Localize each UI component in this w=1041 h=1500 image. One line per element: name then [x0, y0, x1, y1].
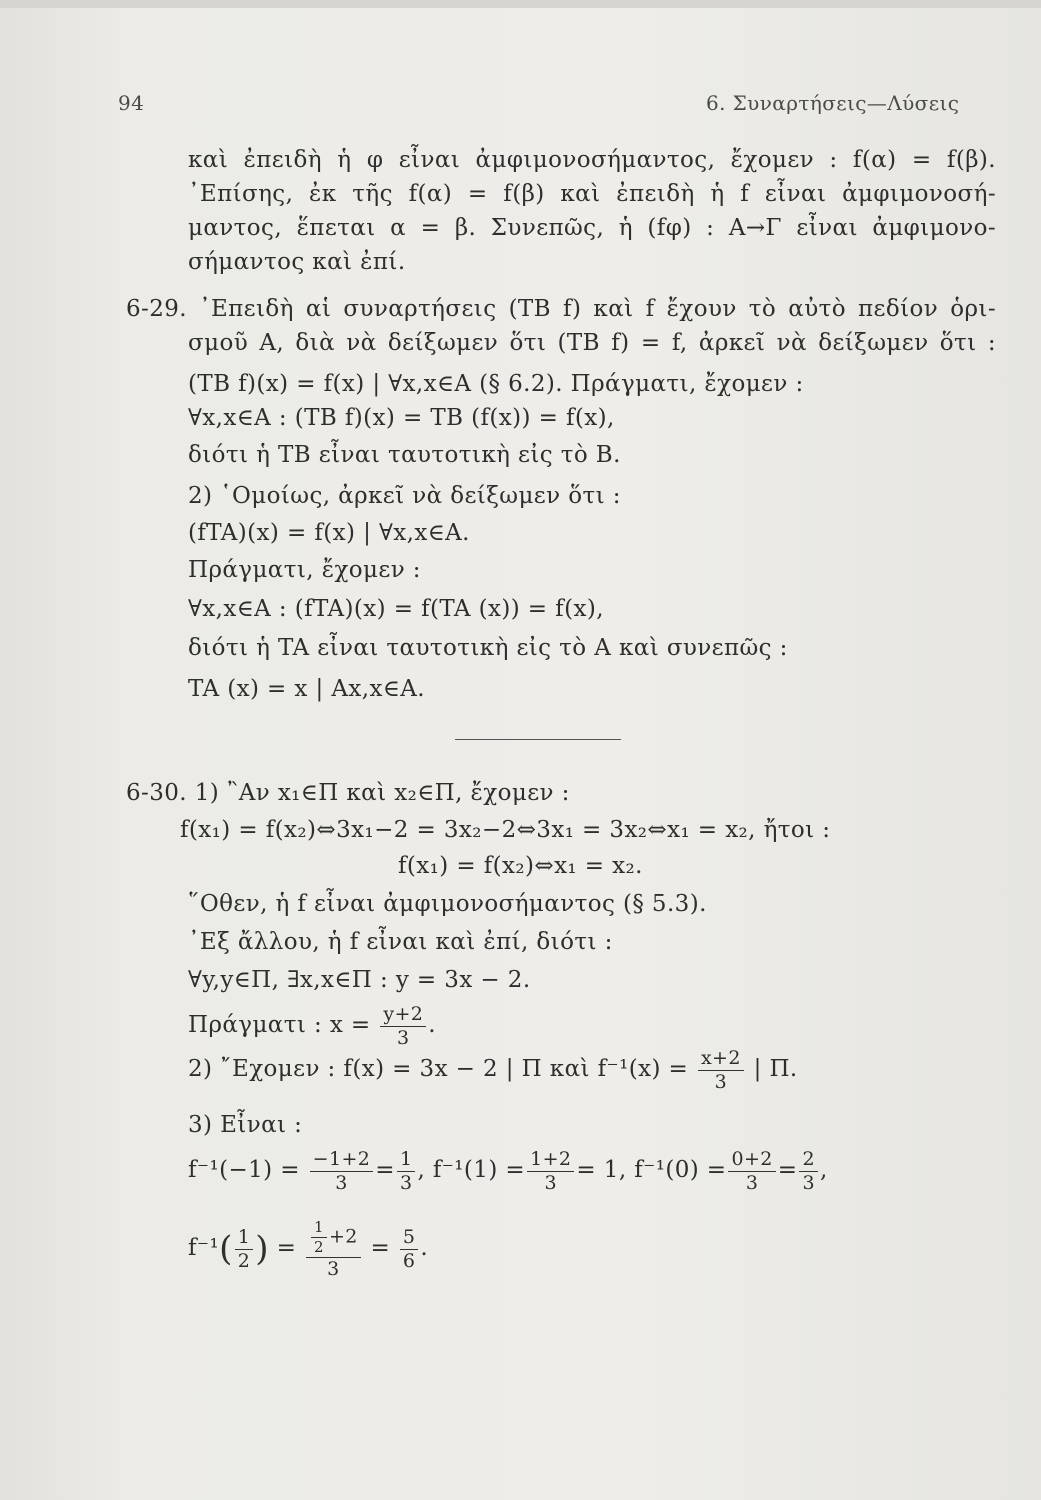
- denominator: 3: [714, 1070, 728, 1093]
- fraction: [400, 1225, 419, 1272]
- exercise-6-29-line: 6-29. ᾿Επειδὴ αἱ συναρτήσεις (TB f) καὶ f ἔχουν τὸ αὐτὸ πεδίον ὁρι-: [126, 296, 996, 322]
- formula-text: Πράγματι : x =: [188, 1012, 371, 1038]
- fraction: [397, 1147, 416, 1194]
- fraction: [698, 1046, 744, 1093]
- formula-line: (fTA)(x) = f(x) | ∀x,x∈A.: [188, 520, 470, 546]
- denominator: 3: [802, 1171, 815, 1194]
- paren-open: (: [219, 1229, 233, 1269]
- fraction: [311, 1217, 327, 1256]
- numerator: 2: [799, 1150, 818, 1172]
- fraction: [310, 1147, 374, 1194]
- text-line: διότι ἡ TA εἶναι ταυτοτικὴ εἰς τὸ Α καὶ συνεπῶς :: [188, 635, 788, 661]
- denominator: 3: [745, 1171, 759, 1194]
- text-line: (TB f)(x) = f(x) | ∀x,x∈A (§ 6.2). Πράγματι, ἔχομεν :: [188, 371, 804, 397]
- text-line: σήμαντος καὶ ἐπί.: [188, 249, 406, 275]
- paren-close: ): [255, 1229, 269, 1269]
- formula-line: TA (x) = x | Ax,x∈A.: [188, 676, 425, 702]
- numerator: x+2: [698, 1049, 744, 1071]
- text-line: 3) Εἶναι :: [188, 1112, 303, 1138]
- formula-text: =: [777, 1157, 798, 1183]
- formula-line: [188, 1142, 828, 1198]
- fraction: [235, 1225, 254, 1272]
- formula-text: , f⁻¹(1) =: [417, 1157, 526, 1183]
- formula-text: f⁻¹(−1) =: [188, 1157, 300, 1183]
- fraction: [799, 1147, 818, 1194]
- formula-line: Πράγματι : x = $\frac{y+2}{3}$ .: [188, 1002, 436, 1049]
- denominator: 3: [397, 1026, 410, 1049]
- formula-line: f(x₁) = f(x₂)⇔3x₁−2 = 3x₂−2⇔3x₁ = 3x₂⇔x₁ = x₂, ἤτοι :: [180, 817, 831, 843]
- formula-text: .: [420, 1235, 429, 1261]
- formula-text: =: [370, 1235, 391, 1261]
- formula-line: ∀x,x∈A : (TB f)(x) = TB (f(x)) = f(x),: [188, 405, 615, 431]
- denominator: 2: [314, 1237, 324, 1256]
- denominator: 3: [335, 1171, 348, 1194]
- formula-line: ∀y,y∈Π, ∃x,x∈Π : y = 3x − 2.: [188, 967, 531, 993]
- formula-line: f(x₁) = f(x₂)⇔x₁ = x₂.: [398, 853, 643, 879]
- numerator: 1+2: [527, 1150, 574, 1172]
- formula-line: [188, 1212, 428, 1284]
- compound-fraction: [306, 1217, 361, 1280]
- exercise-6-30-line: 6-30. 1) ῍Αν x₁∈Π καὶ x₂∈Π, ἔχομεν :: [126, 780, 570, 806]
- text-line: μαντος, ἕπεται α = β. Συνεπῶς, ἡ (fφ) : Α→Γ εἶναι ἀμφιμονο-: [188, 215, 996, 241]
- text-line: ᾿Εξ ἄλλου, ἡ f εἶναι καὶ ἐπί, διότι :: [188, 929, 613, 955]
- fraction: [728, 1147, 775, 1194]
- text-line: ᾿Επίσης, ἐκ τῆς f(α) = f(β) καὶ ἐπειδὴ ἡ f εἶναι ἀμφιμονοσή-: [188, 181, 996, 207]
- formula-text: = 1, f⁻¹(0) =: [576, 1157, 727, 1183]
- formula-text: =: [276, 1235, 297, 1261]
- numerator-tail: +2: [328, 1225, 358, 1247]
- fraction: [380, 1002, 426, 1049]
- numerator: 1: [311, 1220, 327, 1238]
- scan-edge: [0, 0, 1041, 8]
- fraction: [527, 1147, 574, 1194]
- text-line: διότι ἡ TB εἶναι ταυτοτικὴ εἰς τὸ Β.: [188, 442, 621, 468]
- text-line: καὶ ἐπειδὴ ἡ φ εἶναι ἀμφιμονοσήμαντος, ἔχομεν : f(α) = f(β).: [188, 147, 996, 173]
- numerator: [306, 1217, 361, 1258]
- text-line: 2) ῾Ομοίως, ἀρκεῖ νὰ δείξωμεν ὅτι :: [188, 483, 621, 509]
- denominator: 3: [327, 1257, 340, 1280]
- formula-text: ,: [819, 1157, 828, 1183]
- text-line: Πράγματι, ἔχομεν :: [188, 557, 421, 583]
- formula-text: f⁻¹: [188, 1235, 220, 1261]
- formula-text: | Π.: [753, 1056, 798, 1082]
- numerator: −1+2: [310, 1150, 374, 1172]
- denominator: 3: [399, 1171, 413, 1194]
- numerator: 5: [400, 1228, 419, 1250]
- formula-line: ∀x,x∈A : (fTA)(x) = f(TA (x)) = f(x),: [188, 596, 604, 622]
- formula-line: [188, 1044, 798, 1094]
- text-line: σμοῦ Α, διὰ νὰ δείξωμεν ὅτι (TB f) = f, ἀρκεῖ νὰ δείξωμεν ὅτι :: [188, 330, 996, 356]
- numerator: 0+2: [728, 1150, 775, 1172]
- text-line: ῞Οθεν, ἡ f εἶναι ἀμφιμονοσήμαντος (§ 5.3).: [188, 891, 707, 917]
- denominator: 6: [402, 1249, 416, 1272]
- running-title: 6. Συναρτήσεις—Λύσεις: [706, 91, 960, 115]
- denominator: 3: [544, 1171, 557, 1194]
- section-divider: [455, 739, 621, 740]
- formula-text: 2) ῎Εχομεν : f(x) = 3x − 2 | Π καὶ f⁻¹(x) =: [188, 1056, 689, 1082]
- numerator: 1: [235, 1228, 254, 1250]
- formula-text: =: [375, 1157, 395, 1183]
- page-number: 94: [118, 91, 145, 115]
- denominator: 2: [237, 1249, 251, 1272]
- numerator: y+2: [380, 1005, 426, 1027]
- numerator: 1: [397, 1150, 416, 1172]
